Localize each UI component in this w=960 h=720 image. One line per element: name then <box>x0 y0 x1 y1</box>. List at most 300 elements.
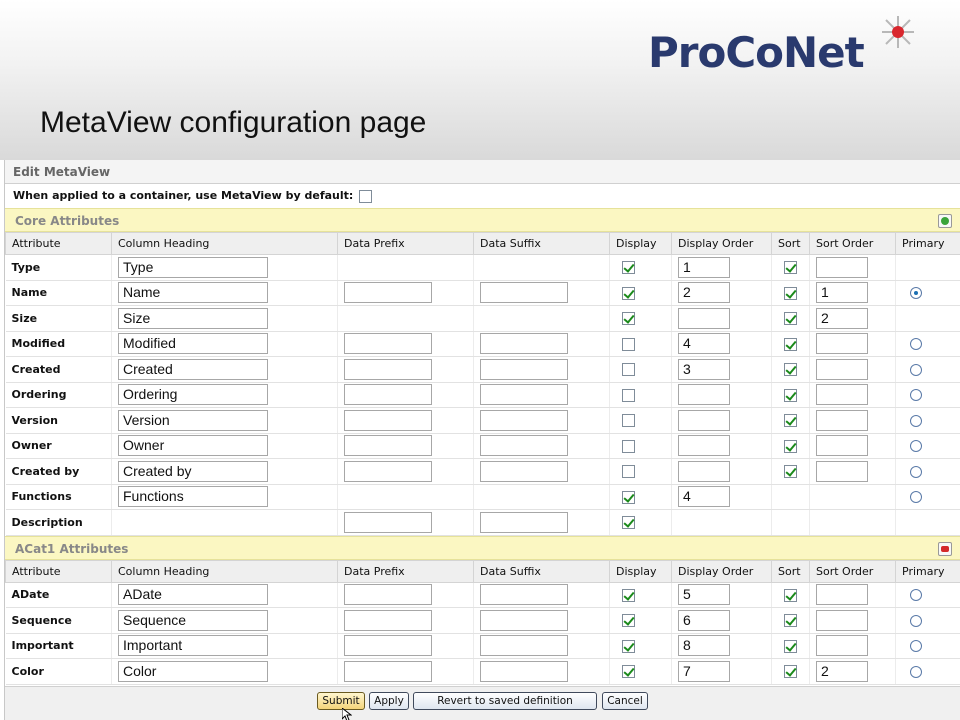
primary-radio[interactable] <box>910 589 922 601</box>
sort-cell <box>772 408 810 434</box>
attribute-name: ADate <box>6 582 112 608</box>
primary-cell <box>896 382 960 408</box>
table-row <box>6 633 960 659</box>
data-prefix-input[interactable] <box>344 512 432 533</box>
panel-title: Edit MetaView <box>5 160 960 184</box>
display-order-cell <box>672 659 772 685</box>
data-suffix-cell <box>474 608 610 634</box>
data-suffix-input[interactable] <box>480 635 568 656</box>
column-header: Attribute <box>6 233 112 255</box>
data-suffix-cell <box>474 633 610 659</box>
column-heading-input[interactable]: Created by <box>118 461 268 482</box>
column-heading-input[interactable]: Type <box>118 257 268 278</box>
sort-checkbox[interactable] <box>784 465 797 478</box>
attribute-name: Created <box>6 357 112 383</box>
table-row <box>6 484 960 510</box>
data-prefix-cell <box>338 280 474 306</box>
data-suffix-cell <box>474 255 610 281</box>
sort-order-cell <box>810 633 896 659</box>
display-cell <box>610 280 672 306</box>
table-header-row <box>6 233 960 255</box>
display-cell <box>610 306 672 332</box>
sort-order-cell <box>810 608 896 634</box>
data-prefix-cell <box>338 633 474 659</box>
data-prefix-input[interactable] <box>344 584 432 605</box>
sort-order-cell <box>810 659 896 685</box>
data-prefix-cell <box>338 433 474 459</box>
default-metaview-row <box>5 184 960 208</box>
display-order-input[interactable]: 3 <box>678 359 730 380</box>
display-checkbox[interactable] <box>622 614 635 627</box>
column-heading-input[interactable]: Modified <box>118 333 268 354</box>
sort-cell <box>772 331 810 357</box>
table-row <box>6 459 960 485</box>
sort-checkbox[interactable] <box>784 389 797 402</box>
column-heading-cell <box>112 608 338 634</box>
primary-cell <box>896 459 960 485</box>
table-row <box>6 433 960 459</box>
attribute-name: Important <box>6 633 112 659</box>
display-order-input[interactable]: 2 <box>678 282 730 303</box>
data-prefix-input[interactable] <box>344 384 432 405</box>
data-prefix-input[interactable] <box>344 635 432 656</box>
display-checkbox[interactable] <box>622 287 635 300</box>
display-order-cell <box>672 382 772 408</box>
sort-cell <box>772 433 810 459</box>
display-order-input[interactable] <box>678 461 730 482</box>
display-order-input[interactable]: 7 <box>678 661 730 682</box>
table-row <box>6 608 960 634</box>
sort-order-cell <box>810 433 896 459</box>
primary-cell <box>896 582 960 608</box>
display-order-input[interactable] <box>678 384 730 405</box>
display-cell <box>610 608 672 634</box>
data-prefix-cell <box>338 306 474 332</box>
attribute-name: Modified <box>6 331 112 357</box>
display-order-cell <box>672 255 772 281</box>
display-order-cell <box>672 408 772 434</box>
data-prefix-input[interactable] <box>344 282 432 303</box>
column-heading-cell <box>112 459 338 485</box>
sort-cell <box>772 459 810 485</box>
table-row <box>6 382 960 408</box>
display-order-cell <box>672 459 772 485</box>
sort-cell <box>772 659 810 685</box>
attributes-table <box>5 232 960 536</box>
display-order-cell <box>672 484 772 510</box>
sort-order-input[interactable]: 1 <box>816 282 868 303</box>
sort-order-cell <box>810 255 896 281</box>
column-heading-input[interactable]: Version <box>118 410 268 431</box>
sort-checkbox[interactable] <box>784 440 797 453</box>
primary-cell <box>896 633 960 659</box>
sort-cell <box>772 633 810 659</box>
table-row <box>6 306 960 332</box>
sort-checkbox[interactable] <box>784 363 797 376</box>
sort-order-input[interactable] <box>816 359 868 380</box>
display-order-cell <box>672 331 772 357</box>
sort-order-input[interactable] <box>816 610 868 631</box>
column-header: Data Prefix <box>338 233 474 255</box>
primary-radio[interactable] <box>910 364 922 376</box>
mouse-cursor-icon <box>342 708 352 720</box>
display-cell <box>610 382 672 408</box>
display-checkbox[interactable] <box>622 414 635 427</box>
attribute-name: Type <box>6 255 112 281</box>
table-row <box>6 357 960 383</box>
primary-cell <box>896 331 960 357</box>
sort-cell <box>772 306 810 332</box>
primary-radio[interactable] <box>910 615 922 627</box>
primary-radio[interactable] <box>910 466 922 478</box>
proconet-logo <box>648 14 918 77</box>
column-header: Column Heading <box>112 560 338 582</box>
display-cell <box>610 459 672 485</box>
cancel-button[interactable]: Cancel <box>602 692 648 710</box>
sort-checkbox[interactable] <box>784 287 797 300</box>
attribute-name: Ordering <box>6 382 112 408</box>
column-heading-cell <box>112 510 338 536</box>
data-prefix-cell <box>338 659 474 685</box>
display-order-input[interactable]: 6 <box>678 610 730 631</box>
data-prefix-cell <box>338 331 474 357</box>
button-bar <box>5 686 960 720</box>
column-header: Data Prefix <box>338 560 474 582</box>
display-order-cell <box>672 582 772 608</box>
data-suffix-cell <box>474 331 610 357</box>
sort-cell <box>772 255 810 281</box>
attribute-name: Size <box>6 306 112 332</box>
display-cell <box>610 255 672 281</box>
sort-cell <box>772 484 810 510</box>
data-suffix-cell <box>474 408 610 434</box>
primary-cell <box>896 608 960 634</box>
default-metaview-checkbox[interactable] <box>359 190 372 203</box>
sort-order-input[interactable] <box>816 333 868 354</box>
display-order-cell <box>672 280 772 306</box>
plus-icon[interactable] <box>938 214 952 228</box>
data-prefix-input[interactable] <box>344 461 432 482</box>
display-cell <box>610 433 672 459</box>
primary-cell <box>896 433 960 459</box>
column-heading-input[interactable]: Owner <box>118 435 268 456</box>
sort-order-input[interactable] <box>816 435 868 456</box>
data-suffix-cell <box>474 433 610 459</box>
column-header: Primary <box>896 560 960 582</box>
display-order-input[interactable]: 5 <box>678 584 730 605</box>
column-header: Attribute <box>6 560 112 582</box>
sort-order-cell <box>810 306 896 332</box>
sort-order-input[interactable] <box>816 384 868 405</box>
attribute-name: Functions <box>6 484 112 510</box>
column-header: Display Order <box>672 233 772 255</box>
table-row <box>6 582 960 608</box>
primary-radio[interactable] <box>910 338 922 350</box>
slide-header <box>0 0 960 160</box>
data-prefix-input[interactable] <box>344 610 432 631</box>
column-heading-input[interactable]: Color <box>118 661 268 682</box>
section-title: Core Attributes <box>15 214 120 228</box>
column-header: Sort Order <box>810 233 896 255</box>
sort-order-input[interactable] <box>816 410 868 431</box>
data-prefix-cell <box>338 608 474 634</box>
column-heading-cell <box>112 280 338 306</box>
display-cell <box>610 357 672 383</box>
sort-order-cell <box>810 357 896 383</box>
logo-star-icon <box>880 14 916 50</box>
data-suffix-cell <box>474 459 610 485</box>
display-cell <box>610 510 672 536</box>
data-suffix-cell <box>474 306 610 332</box>
primary-radio[interactable] <box>910 415 922 427</box>
data-prefix-cell <box>338 408 474 434</box>
data-prefix-input[interactable] <box>344 359 432 380</box>
data-suffix-input[interactable] <box>480 661 568 682</box>
column-heading-input[interactable]: Important <box>118 635 268 656</box>
primary-cell <box>896 408 960 434</box>
data-prefix-cell <box>338 255 474 281</box>
column-heading-cell <box>112 357 338 383</box>
data-suffix-input[interactable] <box>480 584 568 605</box>
display-checkbox[interactable] <box>622 440 635 453</box>
display-checkbox[interactable] <box>622 261 635 274</box>
column-heading-input[interactable]: Size <box>118 308 268 329</box>
sort-cell <box>772 510 810 536</box>
column-heading-cell <box>112 433 338 459</box>
sort-cell <box>772 280 810 306</box>
sort-order-cell <box>810 459 896 485</box>
sort-cell <box>772 382 810 408</box>
data-prefix-cell <box>338 484 474 510</box>
display-checkbox[interactable] <box>622 363 635 376</box>
sort-order-cell <box>810 382 896 408</box>
column-heading-cell <box>112 255 338 281</box>
attribute-sections <box>5 208 960 685</box>
data-suffix-input[interactable] <box>480 610 568 631</box>
display-order-input[interactable]: 4 <box>678 486 730 507</box>
column-heading-input[interactable]: Ordering <box>118 384 268 405</box>
column-header: Sort <box>772 560 810 582</box>
table-row <box>6 280 960 306</box>
display-checkbox[interactable] <box>622 589 635 602</box>
display-order-input[interactable]: 4 <box>678 333 730 354</box>
default-metaview-label: When applied to a container, use MetaView by default: <box>13 189 354 202</box>
display-order-input[interactable] <box>678 410 730 431</box>
data-prefix-input[interactable] <box>344 410 432 431</box>
sort-order-input[interactable]: 2 <box>816 308 868 329</box>
primary-cell <box>896 484 960 510</box>
data-suffix-cell <box>474 484 610 510</box>
data-suffix-cell <box>474 382 610 408</box>
logo-text: ProCoNet <box>648 28 864 77</box>
table-row <box>6 510 960 536</box>
primary-radio[interactable] <box>910 389 922 401</box>
primary-cell <box>896 659 960 685</box>
sort-order-input[interactable] <box>816 461 868 482</box>
display-cell <box>610 331 672 357</box>
primary-cell <box>896 280 960 306</box>
column-heading-input[interactable]: ADate <box>118 584 268 605</box>
section-header <box>5 536 960 560</box>
column-header: Display Order <box>672 560 772 582</box>
sort-checkbox[interactable] <box>784 261 797 274</box>
sort-checkbox[interactable] <box>784 614 797 627</box>
column-header: Sort Order <box>810 560 896 582</box>
column-header: Column Heading <box>112 233 338 255</box>
page-title: MetaView configuration page <box>40 106 427 139</box>
display-order-cell <box>672 433 772 459</box>
primary-radio[interactable] <box>910 287 922 299</box>
display-checkbox[interactable] <box>622 516 635 529</box>
data-suffix-cell <box>474 582 610 608</box>
display-checkbox[interactable] <box>622 312 635 325</box>
minus-icon[interactable] <box>938 542 952 556</box>
toggle-dot <box>941 217 949 225</box>
table-header-row <box>6 560 960 582</box>
column-heading-cell <box>112 331 338 357</box>
sort-order-cell <box>810 331 896 357</box>
column-header: Sort <box>772 233 810 255</box>
display-checkbox[interactable] <box>622 665 635 678</box>
display-cell <box>610 582 672 608</box>
data-suffix-cell <box>474 357 610 383</box>
submit-button[interactable]: Submit <box>317 692 365 710</box>
primary-cell <box>896 306 960 332</box>
display-checkbox[interactable] <box>622 640 635 653</box>
display-order-input[interactable]: 8 <box>678 635 730 656</box>
display-cell <box>610 659 672 685</box>
display-cell <box>610 484 672 510</box>
display-checkbox[interactable] <box>622 338 635 351</box>
primary-radio[interactable] <box>910 640 922 652</box>
sort-order-input[interactable]: 2 <box>816 661 868 682</box>
data-suffix-input[interactable] <box>480 333 568 354</box>
data-prefix-cell <box>338 382 474 408</box>
data-suffix-input[interactable] <box>480 359 568 380</box>
data-prefix-cell <box>338 510 474 536</box>
table-row <box>6 331 960 357</box>
attribute-name: Owner <box>6 433 112 459</box>
data-prefix-input[interactable] <box>344 661 432 682</box>
attribute-name: Sequence <box>6 608 112 634</box>
attribute-name: Name <box>6 280 112 306</box>
primary-radio[interactable] <box>910 440 922 452</box>
attributes-table <box>5 560 960 685</box>
data-prefix-input[interactable] <box>344 435 432 456</box>
display-order-cell <box>672 608 772 634</box>
data-suffix-input[interactable] <box>480 410 568 431</box>
attribute-name: Description <box>6 510 112 536</box>
sort-cell <box>772 582 810 608</box>
column-header: Primary <box>896 233 960 255</box>
data-suffix-input[interactable] <box>480 461 568 482</box>
primary-cell <box>896 255 960 281</box>
column-header: Data Suffix <box>474 560 610 582</box>
sort-checkbox[interactable] <box>784 312 797 325</box>
column-heading-cell <box>112 484 338 510</box>
sort-order-cell <box>810 408 896 434</box>
primary-radio[interactable] <box>910 666 922 678</box>
column-heading-cell <box>112 659 338 685</box>
revert-button[interactable]: Revert to saved definition <box>413 692 597 710</box>
display-cell <box>610 408 672 434</box>
table-row <box>6 408 960 434</box>
table-row <box>6 255 960 281</box>
primary-cell <box>896 357 960 383</box>
display-order-cell <box>672 633 772 659</box>
sort-cell <box>772 608 810 634</box>
data-suffix-input[interactable] <box>480 435 568 456</box>
column-heading-input[interactable]: Name <box>118 282 268 303</box>
data-prefix-cell <box>338 357 474 383</box>
edit-metaview-panel <box>4 160 960 720</box>
section-header <box>5 208 960 232</box>
primary-cell <box>896 510 960 536</box>
table-row <box>6 659 960 685</box>
display-order-input[interactable] <box>678 308 730 329</box>
display-cell <box>610 633 672 659</box>
sort-order-cell <box>810 582 896 608</box>
sort-order-cell <box>810 510 896 536</box>
column-heading-input[interactable]: Functions <box>118 486 268 507</box>
sort-order-input[interactable] <box>816 584 868 605</box>
column-header: Data Suffix <box>474 233 610 255</box>
sort-checkbox[interactable] <box>784 414 797 427</box>
attribute-name: Version <box>6 408 112 434</box>
sort-checkbox[interactable] <box>784 338 797 351</box>
display-order-cell <box>672 306 772 332</box>
data-suffix-cell <box>474 280 610 306</box>
primary-radio[interactable] <box>910 491 922 503</box>
display-order-input[interactable]: 1 <box>678 257 730 278</box>
display-order-cell <box>672 357 772 383</box>
sort-checkbox[interactable] <box>784 665 797 678</box>
attribute-name: Created by <box>6 459 112 485</box>
sort-order-input[interactable] <box>816 635 868 656</box>
display-checkbox[interactable] <box>622 491 635 504</box>
column-header: Display <box>610 560 672 582</box>
column-heading-input[interactable]: Sequence <box>118 610 268 631</box>
attribute-name: Color <box>6 659 112 685</box>
sort-checkbox[interactable] <box>784 640 797 653</box>
data-suffix-input[interactable] <box>480 282 568 303</box>
sort-order-input[interactable] <box>816 257 868 278</box>
data-prefix-cell <box>338 582 474 608</box>
data-suffix-cell <box>474 659 610 685</box>
display-order-cell <box>672 510 772 536</box>
sort-order-cell <box>810 484 896 510</box>
data-suffix-cell <box>474 510 610 536</box>
section-title: ACat1 Attributes <box>15 541 129 556</box>
column-heading-cell <box>112 582 338 608</box>
display-order-input[interactable] <box>678 435 730 456</box>
display-checkbox[interactable] <box>622 465 635 478</box>
column-heading-cell <box>112 633 338 659</box>
data-prefix-input[interactable] <box>344 333 432 354</box>
column-heading-cell <box>112 382 338 408</box>
column-header: Display <box>610 233 672 255</box>
data-suffix-input[interactable] <box>480 512 568 533</box>
toggle-dot <box>941 546 949 552</box>
sort-checkbox[interactable] <box>784 589 797 602</box>
data-prefix-cell <box>338 459 474 485</box>
column-heading-cell <box>112 408 338 434</box>
data-suffix-input[interactable] <box>480 384 568 405</box>
display-checkbox[interactable] <box>622 389 635 402</box>
apply-button[interactable]: Apply <box>369 692 409 710</box>
sort-cell <box>772 357 810 383</box>
column-heading-input[interactable]: Created <box>118 359 268 380</box>
